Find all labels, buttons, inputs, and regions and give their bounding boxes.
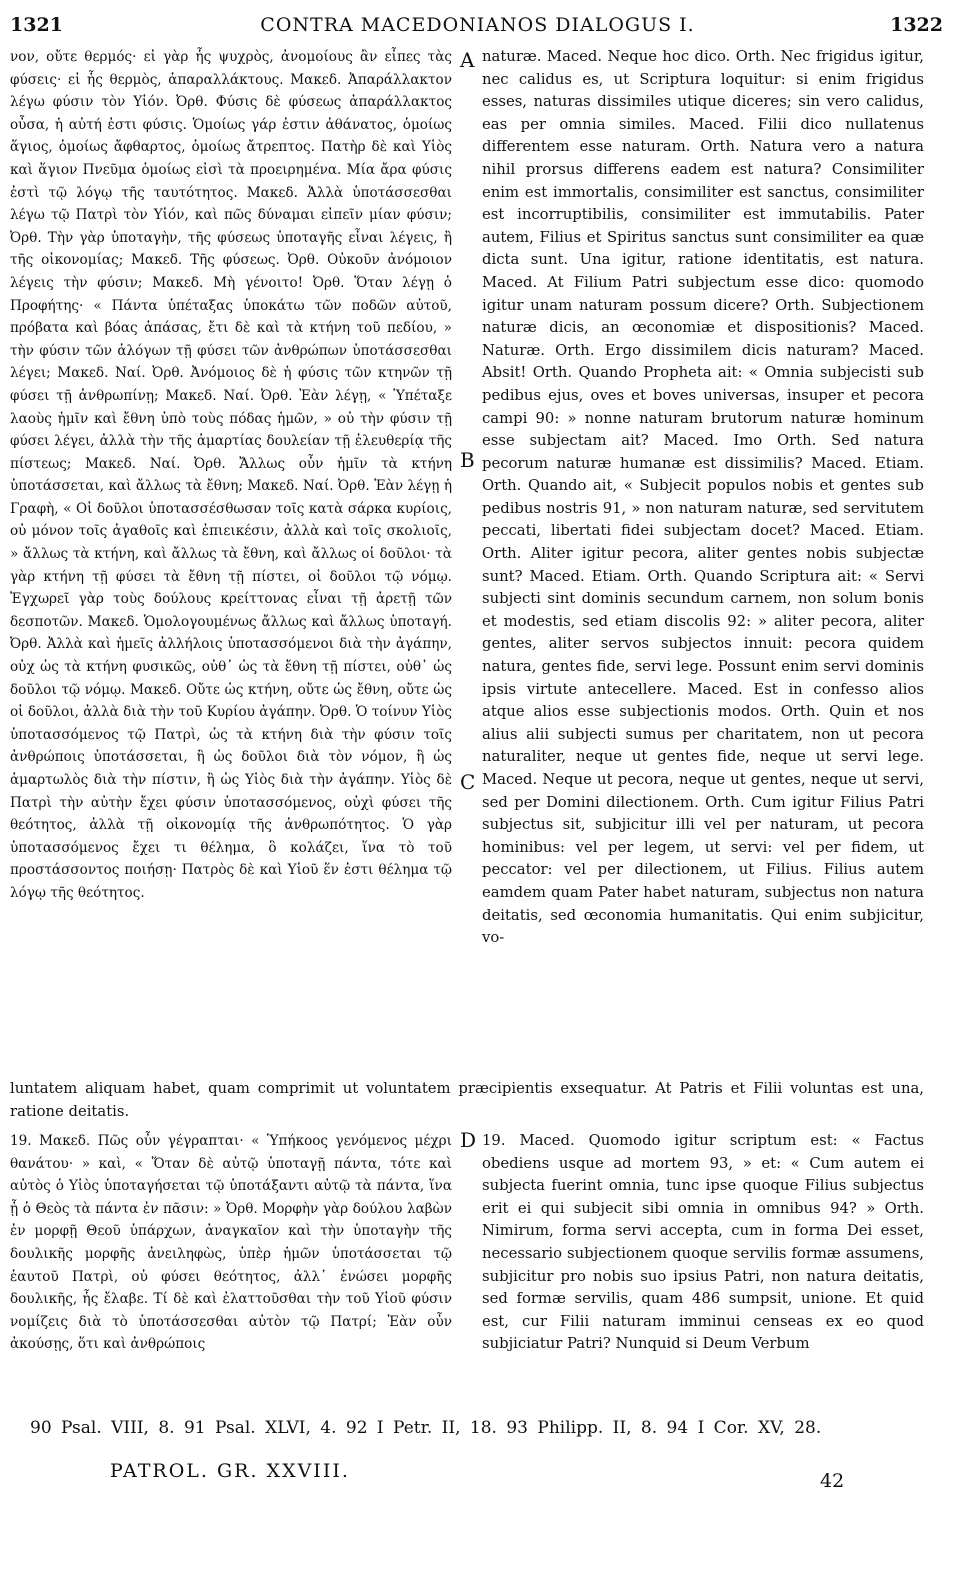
latin-column — [482, 46, 924, 950]
fullwidth-continuation: luntatem aliquam habet, quam comprimit ut voluntatem præcipientis exsequatur. At Patris et Filii voluntas est una, ratione deitatis. — [10, 1080, 924, 1120]
page-header — [0, 14, 955, 44]
page-number-right: 1322 — [890, 14, 943, 36]
footer-source: PATROL. GR. XXVIII. — [110, 1460, 350, 1482]
margin-letter-b: B — [460, 448, 475, 472]
footnotes: 90 Psal. VIII, 8. 91 Psal. XLVI, 4. 92 I Petr. II, 18. 93 Philipp. II, 8. 94 I Cor. XV, 28. — [30, 1418, 822, 1438]
greek-column — [10, 46, 452, 905]
margin-letter-c: C — [460, 770, 476, 794]
running-title: CONTRA MACEDONIANOS DIALOGUS I. — [260, 14, 695, 36]
footer-signature-number: 42 — [820, 1470, 845, 1492]
latin-text: naturæ. Maced. Neque hoc dico. Orth. Nec frigidus igitur, nec calidus es, ut Scriptura loquitur: si enim frigidus esses, naturas dissimiles utique diceres; sin vero calidus, eas per omnia similes. Maced. Filii dico nullatenus differentem esse naturam. Orth. Natura vero a natura nihil prorsus differens eadem est natura? Consimiliter enim est immortalis, consimiliter est sanctus, consimiliter est incorruptibilis, consimiliter est immutabilis. Pater autem, Filius et Spiritus sanctus sunt consimiliter ea quæ dicta sunt. Una igitur, ratione identitatis, est natura. Maced. At Filium Patri subjectum esse dico: quomodo igitur unam naturam possum dicere? Orth. Subjectionem naturæ dicis, an œconomiæ et dispositionis? Maced. Naturæ. Orth. Ergo dissimilem dicis naturam? Maced. Absit! Orth. Quando Propheta ait: « Omnia subjecisti sub pedibus ejus, oves et boves universas, insuper et pecora campi 90: » nonne naturam brutorum naturæ hominum esse subjectam ait? Maced. Imo Orth. Sed natura pecorum naturæ humanæ est dissimilis? Maced. Etiam. Orth. Quando ait, « Subjecit populos nobis et gentes sub pedibus nostris 91, » non naturam naturæ, sed servitutem peccati, libertati fidei subjectam docet? Maced. Etiam. Orth. Aliter igitur pecora, aliter gentes nobis subjectæ sunt? Maced. Etiam. Orth. Quando Scriptura ait: « Servi subjecti sint dominis secundum carnem, non solum bonis et modestis, sed etiam discolis 92: » aliter pecora, aliter gentes, aliter servos subjectos innuit: pecora quidem natura, gentes fide, servi lege. Possunt enim servi dominis ipsis virtute antecellere. Maced. Est in confesso alios atque alios esse subjectionis modos. Orth. Quin et nos alius alii subjecti sumus per charitatem, non ut pecora naturaliter, neque ut gentes fide, neque ut servi lege. Maced. Neque ut pecora, neque ut gentes, neque ut servi, sed per Domini dilectionem. Orth. Cum igitur Filius Patri subjectus sit, subjicitur illi vel per naturam, ut pecora hominibus: vel per legem, ut servi: vel per fidem, ut peccator: vel per dilectionem, ut Filius. Filius autem eamdem quam Pater habet naturam, subjectus non natura deitatis, sed œconomia humanitatis. Qui enim subjicitur, vo- — [482, 48, 924, 947]
greek-section-19: 19. Μακεδ. Πῶς οὖν γέγραπται· « Ὑπήκοος γενόμενος μέχρι θανάτου· » καὶ, « Ὅταν δὲ αὐτῷ ὑποταγῇ πάντα, τότε καὶ αὐτὸς ὁ Υἱὸς ὑποταγήσεται τῷ ὑποτάξαντι αὐτῷ τὰ πάντα, ἵνα ᾖ ὁ Θεὸς τὰ πάντα ἐν πᾶσιν: » Ὀρθ. Μορφὴν γὰρ δούλου λαβὼν ἐν μορφῇ Θεοῦ ὑπάρχων, ἀναγκαῖον καὶ τὴν ὑποταγὴν τῆς δουλικῆς μορφῆς ἀνειληφὼς, ὑπὲρ ἡμῶν ὑποτάσσεται τῷ ἑαυτοῦ Πατρὶ, οὐ φύσει θεότητος, ἀλλ᾽ ἑνώσει μορφῆς δουλικῆς, ἧς ἔλαβε. Τί δὲ καὶ ἐλαττοῦσθαι τὴν τοῦ Υἱοῦ φύσιν νομίζεις διὰ τὸ ὑποτάσσεσθαι αὐτὸν τῷ Πατρί; Ἐὰν οὖν ἀκούσῃς, ὅτι καὶ ἀνθρώποις — [10, 1133, 452, 1353]
margin-letter-d: D — [460, 1128, 477, 1152]
margin-letter-a: A — [460, 48, 475, 72]
page-number-left: 1321 — [10, 14, 63, 36]
latin-section-19: 19. Maced. Quomodo igitur scriptum est: « Factus obediens usque ad mortem 93, » et: « Cum autem ei subjecta fuerint omnia, tunc ipse quoque Filius subjectus erit ei qui subjecit sibi omnia in omnibus 94? » Orth. Nimirum, forma servi accepta, cum in forma Dei esset, necessario subjectionem quoque servilis formæ assumens, subjicitur pro nobis suo ipsius Patri, non natura deitatis, sed formæ servilis, quam 486 sumpsit, unione. Et quid est, cur Filii naturam imminui censeas ex eo quod subjiciatur Patri? Nunquid si Deum Verbum — [482, 1132, 924, 1353]
greek-text: νον, οὔτε θερμός· εἰ γὰρ ἧς ψυχρὸς, ἀνομοίους ἂν εἶπες τὰς φύσεις· εἰ ἧς θερμὸς, ἀπαραλλάκτους. Μακεδ. Ἀπαράλλακτον λέγω φύσιν τὸν Υἱόν. Ὀρθ. Φύσις δὲ φύσεως ἀπαράλλακτος οὖσα, ἡ αὐτή ἐστι φύσις. Ὁμοίως γάρ ἐστιν ἀθάνατος, ὁμοίως ἅγιος, ὁμοίως ἄφθαρτος, ὁμοίως ἄτρεπτος. Πατὴρ δὲ καὶ Υἱὸς καὶ ἅγιον Πνεῦμα ὁμοίως εἰσὶ τὰ προειρημένα. Μία ἄρα φύσις ἐστὶ τῷ λόγῳ τῆς ταυτότητος. Μακεδ. Ἀλλὰ ὑποτάσσεσθαι λέγω τῷ Πατρὶ τὸν Υἱόν, καὶ πῶς δύναμαι εἰπεῖν μίαν φύσιν; Ὀρθ. Τὴν γὰρ ὑποταγὴν, τῆς φύσεως ὑποταγῆς εἶναι λέγεις, ἢ τῆς οἰκονομίας; Μακεδ. Τῆς φύσεως. Ὀρθ. Οὐκοῦν ἀνόμοιον λέγεις τὴν φύσιν; Μακεδ. Μὴ γένοιτο! Ὀρθ. Ὅταν λέγῃ ὁ Προφήτης· « Πάντα ὑπέταξας ὑποκάτω τῶν ποδῶν αὐτοῦ, πρόβατα καὶ βόας ἁπάσας, ἔτι δὲ καὶ τὰ κτήνη τοῦ πεδίου, » τὴν φύσιν τῶν ἀλόγων τῇ φύσει τῶν ἀνθρώπων ὑποτάσσεσθαι λέγει; Μακεδ. Ναί. Ὀρθ. Ἀνόμοιος δὲ ἡ φύσις τῶν κτηνῶν τῇ φύσει τῇ ἀνθρωπίνῃ; Μακεδ. Ναί. Ὀρθ. Ἐὰν λέγῃ, « Ὑπέταξε λαοὺς ἡμῖν καὶ ἔθνη ὑπὸ τοὺς πόδας ἡμῶν, » οὐ τὴν φύσιν τῇ φύσει λέγει, ἀλλὰ τὴν τῆς ἁμαρτίας δουλείαν τῇ ἐλευθερίᾳ τῆς πίστεως; Μακεδ. Ναί. Ὀρθ. Ἄλλως οὖν ἡμῖν τὰ κτήνη ὑποτάσσεται, καὶ ἄλλως τὰ ἔθνη; Μακεδ. Ναί. Ὀρθ. Ἐὰν λέγῃ ἡ Γραφὴ, « Οἱ δοῦλοι ὑποτασσέσθωσαν τοῖς κατὰ σάρκα κυρίοις, οὐ μόνον τοῖς ἀγαθοῖς καὶ ἐπιεικέσιν, ἀλλὰ καὶ τοῖς σκολιοῖς, » ἄλλως τὰ κτήνη, καὶ ἄλλως τὰ ἔθνη, καὶ ἄλλως οἱ δοῦλοι· τὰ γὰρ κτήνη τῇ φύσει τὰ ἔθνη τῇ πίστει, οἱ δοῦλοι τῷ νόμῳ. Ἐγχωρεῖ γὰρ τοὺς δούλους κρείττονας εἶναι τῇ ἀρετῇ τῶν δεσποτῶν. Μακεδ. Ὁμολογουμένως ἄλλως καὶ ἄλλως ὑποταγή. Ὀρθ. Ἀλλὰ καὶ ἡμεῖς ἀλλήλοις ὑποτασσόμενοι διὰ τὴν ἀγάπην, οὐχ ὡς τὰ κτήνη φυσικῶς, οὐθ᾽ ὡς τὰ ἔθνη τῇ πίστει, οὐθ᾽ ὡς δοῦλοι τῷ νόμῳ. Μακεδ. Οὔτε ὡς κτήνη, οὔτε ὡς ἔθνη, οὔτε ὡς οἱ δοῦλοι, ἀλλὰ διὰ τὴν τοῦ Κυρίου ἀγάπην. Ὀρθ. Ὁ τοίνυν Υἱὸς ὑποτασσόμενος τῷ Πατρὶ, ὡς τὰ κτήνη διὰ τὴν φύσιν τοῖς ἀνθρώποις ὑποτάσσεται, ἢ ὡς δοῦλοι διὰ τὸν νόμον, ἢ ὡς ἁμαρτωλὸς διὰ τὴν πίστιν, ἢ ὡς Υἱὸς διὰ τὴν ἀγάπην. Υἱὸς δὲ Πατρὶ τὴν αὐτὴν ἔχει φύσιν ὑποτασσόμενος, οὐχὶ φύσει τῆς θεότητος, ἀλλὰ τῇ οἰκονομίᾳ τῆς ἀνθρωπότητος. Ὁ γὰρ ὑποτασσόμενος ἔχει τι θέλημα, ὃ κολάζει, ἵνα τὸ τοῦ προστάσσοντος ποιήσῃ· Πατρὸς δὲ καὶ Υἱοῦ ἕν ἐστι θέλημα τῷ λόγῳ τῆς θεότητος. — [10, 49, 452, 901]
